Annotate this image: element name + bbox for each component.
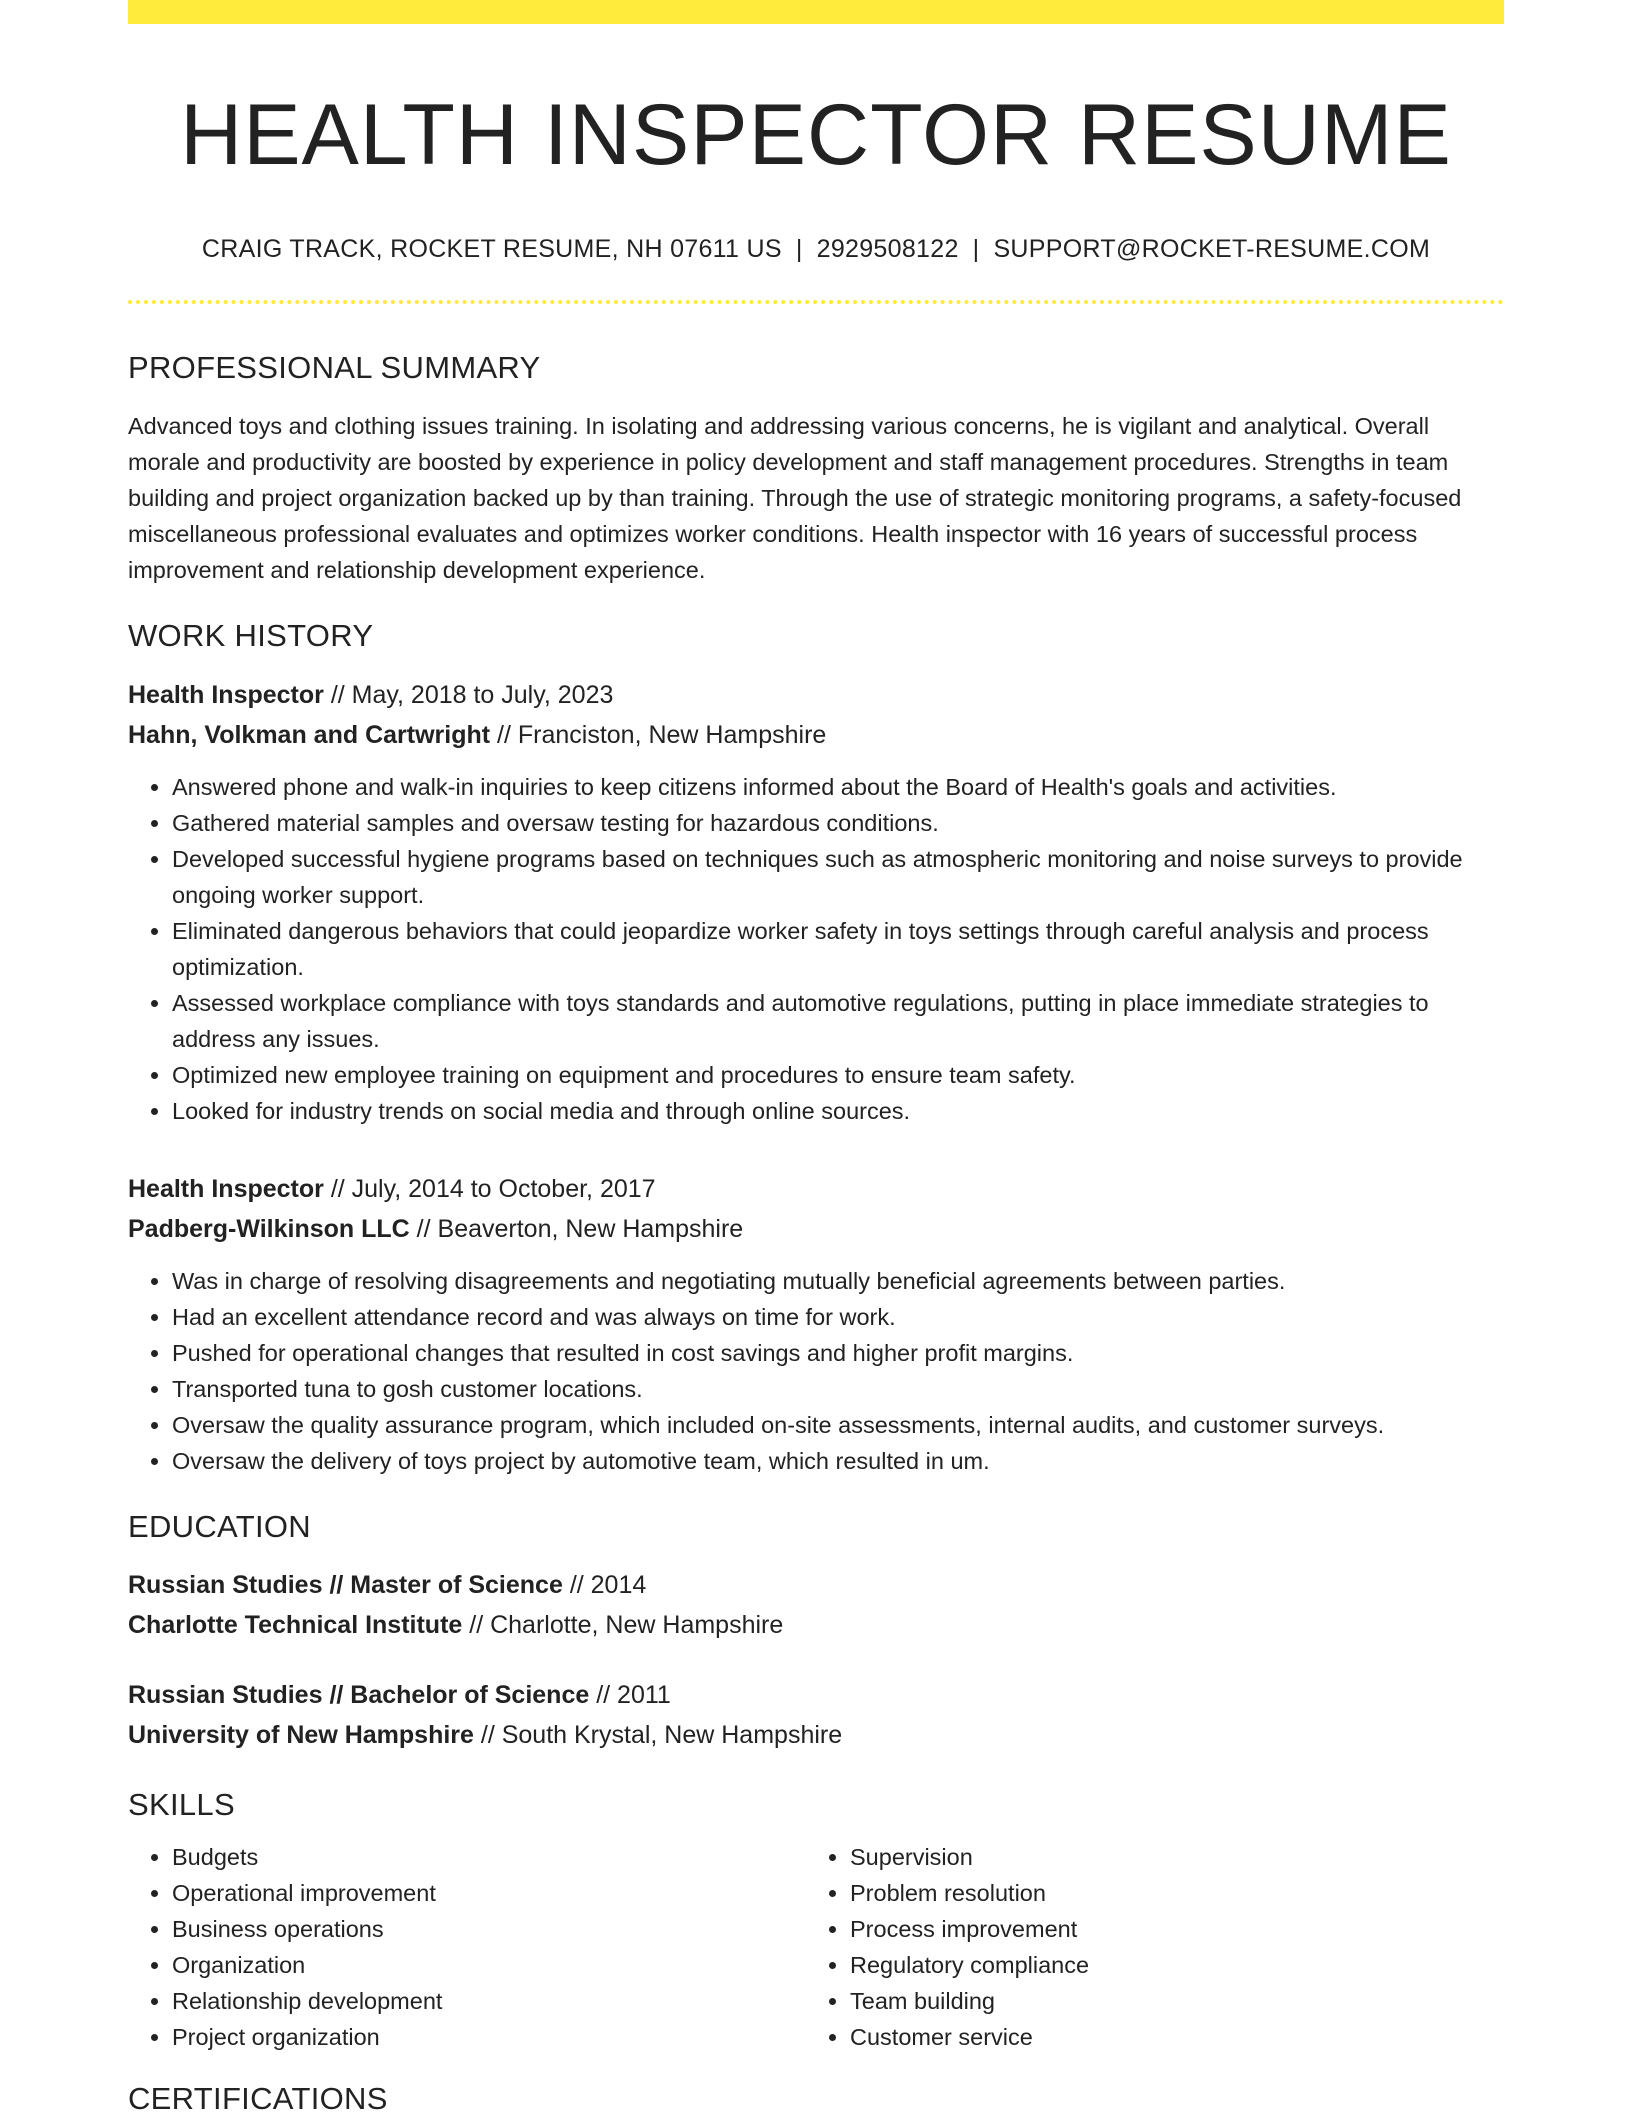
contact-address: CRAIG TRACK, ROCKET RESUME, NH 07611 US [201,235,782,264]
job-bullet: • Was in charge of resolving disagreements and negotiating mutually beneficial agreements between parties. [172,1263,1504,1299]
job-bullet: • Answered phone and walk-in inquiries to keep citizens informed about the Board of Health's goals and activities. [172,769,1504,805]
degree-line [128,1565,1504,1605]
job-bullet: • Transported tuna to gosh customer locations. [172,1371,1504,1407]
skills-column-left [128,1839,806,2055]
skill-item: • Supervision [850,1839,1504,1875]
education-entry [128,1565,1504,1645]
job-bullet: • Pushed for operational changes that resulted in cost savings and higher profit margins. [172,1335,1504,1371]
skill-item: • Operational improvement [172,1875,806,1911]
contact-email: SUPPORT@ROCKET-RESUME.COM [993,235,1431,264]
school-location: // Charlotte, New Hampshire [462,1611,784,1640]
job-bullet: • Gathered material samples and oversaw testing for hazardous conditions. [172,805,1504,841]
degree-year: // 2014 [562,1571,647,1600]
job-bullet: • Oversaw the quality assurance program, which included on-site assessments, internal audits, and customer surveys. [172,1407,1504,1443]
job-bullet: • Developed successful hygiene programs based on techniques such as atmospheric monitoring and noise surveys to provide ongoing worker support. [172,841,1504,913]
skill-item: • Organization [172,1947,806,1983]
skill-item: • Regulatory compliance [850,1947,1504,1983]
summary-text: Advanced toys and clothing issues training. In isolating and addressing various concerns, he is vigilant and analytical. Overall morale and productivity are boosted by experience in policy development and staff management procedures. Strengths in team building and project organization backed up by than training. Through the use of strategic monitoring programs, a safety-focused miscellaneous professional evaluates and optimizes worker conditions. Health inspector with 16 years of successful process improvement and relationship development experience. [128,413,1462,584]
section-heading-work-history: WORK HISTORY [128,618,374,654]
resume-title: HEALTH INSPECTOR RESUME [180,87,1452,183]
accent-top-bar [128,0,1504,24]
school-location: // South Krystal, New Hampshire [473,1721,843,1750]
job-bullet: • Assessed workplace compliance with toys standards and automotive regulations, putting in place immediate strategies to address any issues. [172,985,1504,1057]
contact-phone: 2929508122 [816,235,959,264]
degree-year: // 2011 [589,1681,671,1710]
degree: Russian Studies // Master of Science [128,1571,563,1600]
degree: Russian Studies // Bachelor of Science [128,1681,590,1710]
job-dates: // May, 2018 to July, 2023 [323,680,614,709]
job-bullets [128,769,1504,1129]
job-company: Padberg-Wilkinson LLC [128,1214,410,1243]
job-location: // Franciston, New Hampshire [490,720,827,749]
job-bullet: • Oversaw the delivery of toys project by automotive team, which resulted in um. [172,1443,1504,1479]
skill-item: • Team building [850,1983,1504,2019]
school-name: Charlotte Technical Institute [128,1611,463,1640]
job-bullet: • Optimized new employee training on equipment and procedures to ensure team safety. [172,1057,1504,1093]
job-company: Hahn, Volkman and Cartwright [128,720,491,749]
section-heading-summary: PROFESSIONAL SUMMARY [128,350,541,386]
section-heading-skills: SKILLS [128,1787,235,1823]
skill-item: • Process improvement [850,1911,1504,1947]
job-bullet: • Looked for industry trends on social media and through online sources. [172,1093,1504,1129]
section-heading-certifications: CERTIFICATIONS [128,2081,388,2117]
dotted-divider [128,300,1504,304]
skill-item: • Relationship development [172,1983,806,2019]
job-title: Health Inspector [128,1174,324,1203]
skills-list [128,1839,1504,2055]
skill-item: • Customer service [850,2019,1504,2055]
section-heading-education: EDUCATION [128,1508,311,1544]
degree-line [128,1675,1504,1715]
job-bullet: • Eliminated dangerous behaviors that could jeopardize worker safety in toys settings through careful analysis and process optimization. [172,913,1504,985]
job-location: // Beaverton, New Hampshire [409,1214,744,1243]
job-title-line [128,1169,1504,1209]
job-company-line [128,1209,1504,1249]
job-entry [128,675,1504,1129]
resume-page [128,0,1504,2120]
contact-separator: | [795,235,803,264]
job-bullet: • Had an excellent attendance record and was always on time for work. [172,1299,1504,1335]
skills-column-right [806,1839,1504,2055]
job-title-line [128,675,1504,715]
job-company-line [128,715,1504,755]
job-title: Health Inspector [128,680,324,709]
job-bullets [128,1263,1504,1479]
job-dates: // July, 2014 to October, 2017 [323,1174,656,1203]
skill-item: • Problem resolution [850,1875,1504,1911]
contact-line [128,235,1504,264]
skill-item: • Budgets [172,1839,806,1875]
school-name: University of New Hampshire [128,1721,474,1750]
education-entry [128,1675,1504,1755]
school-line [128,1605,1504,1645]
school-line [128,1715,1504,1755]
skill-item: • Project organization [172,2019,806,2055]
job-entry [128,1169,1504,1479]
contact-separator: | [972,235,980,264]
skill-item: • Business operations [172,1911,806,1947]
